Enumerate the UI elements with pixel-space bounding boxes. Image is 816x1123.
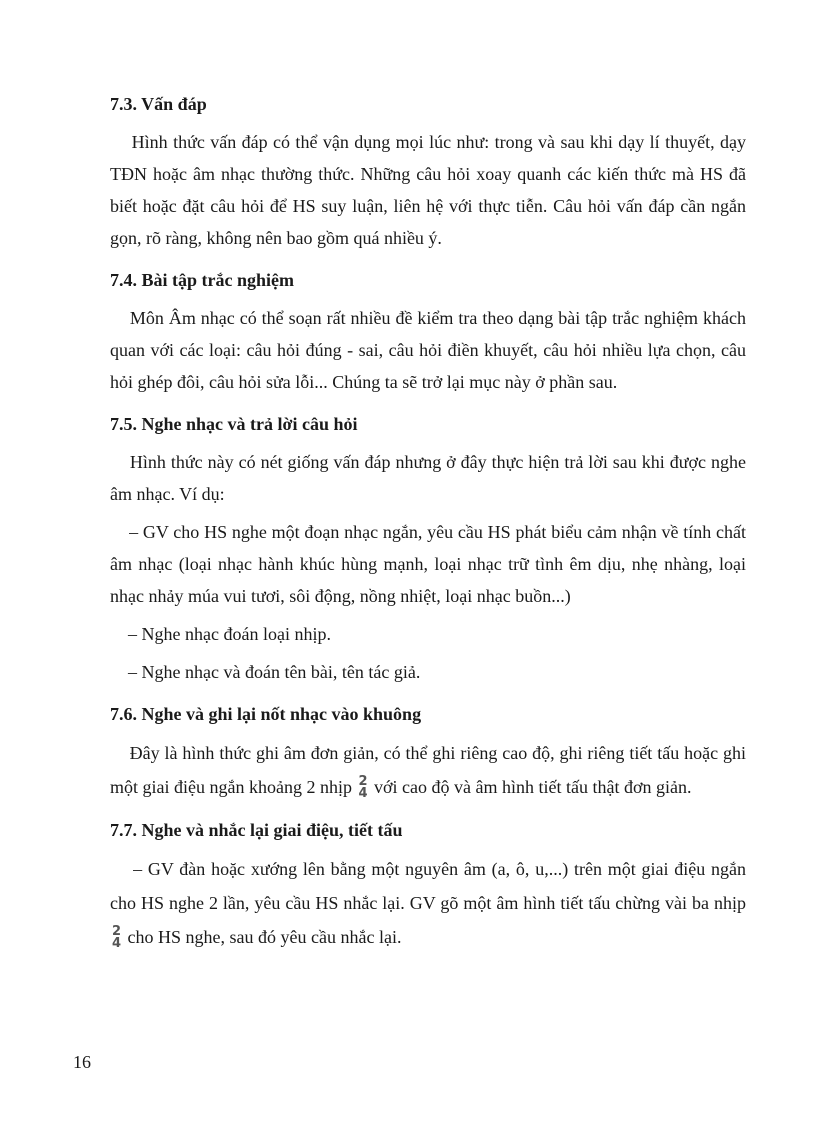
section-heading: 7.7. Nghe và nhắc lại giai điệu, tiết tấu [110, 820, 403, 840]
paragraph: Đây là hình thức ghi âm đơn giản, có thể ghi riêng cao độ, ghi riêng tiết tấu hoặc ghi một giai điệu ngắn khoảng 2 nhịp 2 4 với cao độ và âm hình tiết tấu thật đơn giản. [110, 743, 747, 801]
paragraph: Môn Âm nhạc có thể soạn rất nhiều đề kiểm tra theo dạng bài tập trắc nghiệm khách quan với các loại: câu hỏi đúng - sai, câu hỏi điền khuyết, câu hỏi nhiều lựa chọn, câu hỏi ghép đôi, câu hỏi sửa lỗi... Chúng ta sẽ trở lại mục này ở phần sau. [110, 308, 747, 392]
time-signature-icon: 2 4 [112, 923, 122, 951]
paragraph: Hình thức này có nét giống vấn đáp nhưng ở đây thực hiện trả lời sau khi được nghe âm nhạc. Ví dụ: [110, 452, 746, 504]
section-7-6 [110, 698, 746, 804]
page-number: 16 [73, 1052, 91, 1072]
page-content [110, 88, 746, 964]
paragraph: Hình thức vấn đáp có thể vận dụng mọi lúc như: trong và sau khi dạy lí thuyết, dạy TĐN hoặc âm nhạc thường thức. Những câu hỏi xoay quanh các kiến thức mà HS đã biết hoặc đặt câu hỏi để HS suy luận, liên hệ với thực tiễn. Câu hỏi vấn đáp cần ngắn gọn, rõ ràng, không nên bao gồm quá nhiều ý. [110, 132, 746, 248]
section-heading: 7.4. Bài tập trắc nghiệm [110, 270, 294, 290]
section-7-4 [110, 264, 746, 398]
list-item: – GV cho HS nghe một đoạn nhạc ngắn, yêu cầu HS phát biểu cảm nhận về tính chất âm nhạc (loại nhạc hành khúc hùng mạnh, loại nhạc trữ tình êm dịu, nhẹ nhàng, loại nhạc nhảy múa vui tươi, sôi động, nồng nhiệt, loại nhạc buồn...) [110, 522, 746, 606]
section-7-5 [110, 408, 746, 688]
time-signature-icon: 2 4 [358, 773, 368, 801]
paragraph: – GV đàn hoặc xướng lên bằng một nguyên âm (a, ô, u,...) trên một giai điệu ngắn cho HS nghe 2 lần, yêu cầu HS nhắc lại. GV gõ một âm hình tiết tấu chừng vài ba nhịp 2 4 cho HS nghe, sau đó yêu cầu nhắc lại. [110, 859, 747, 951]
section-heading: 7.5. Nghe nhạc và trả lời câu hỏi [110, 414, 358, 434]
list-item: – Nghe nhạc và đoán tên bài, tên tác giả. [128, 662, 421, 682]
section-heading: 7.6. Nghe và ghi lại nốt nhạc vào khuông [110, 704, 422, 724]
section-7-3 [110, 88, 746, 254]
list-item: – Nghe nhạc đoán loại nhịp. [128, 624, 331, 644]
section-7-7 [110, 814, 746, 954]
section-heading: 7.3. Vấn đáp [110, 94, 207, 114]
